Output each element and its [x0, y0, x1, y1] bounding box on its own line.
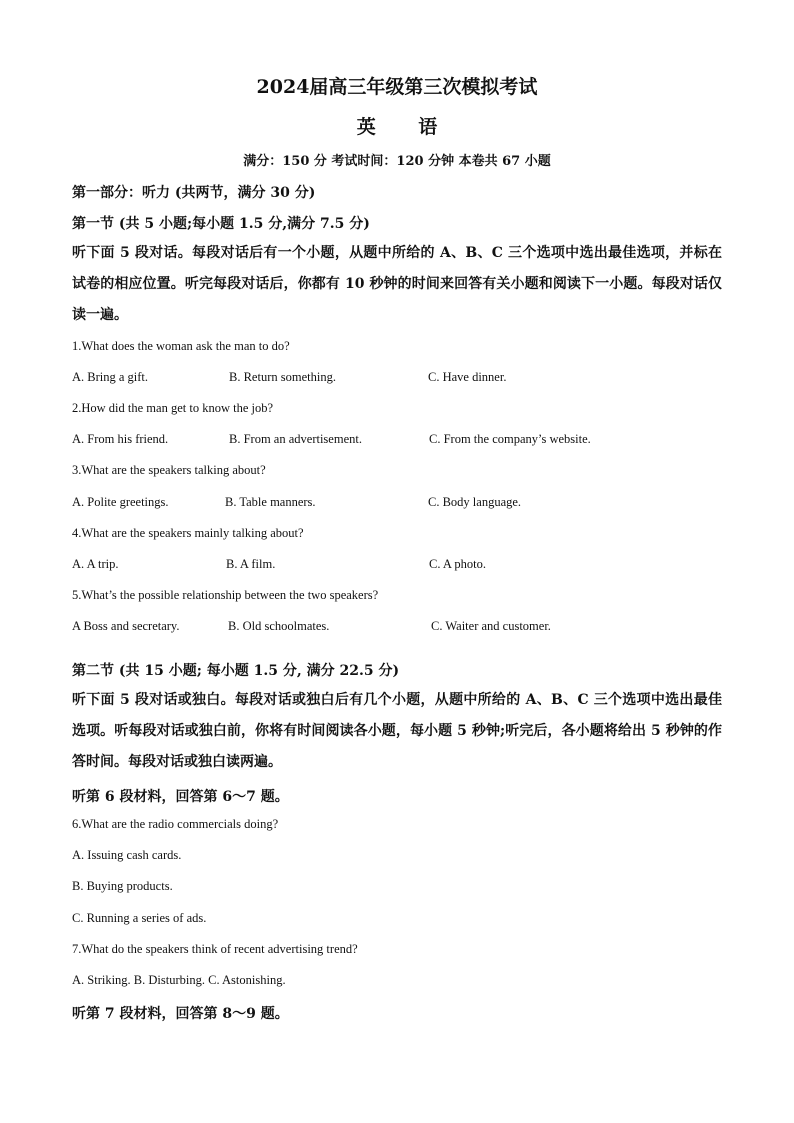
- q4-option-c: C. A photo.: [429, 557, 486, 571]
- q2-option-b: B. From an advertisement.: [229, 432, 362, 446]
- material-6-heading: 听第 6 段材料，回答第 6～7 题。: [72, 789, 289, 805]
- subject-title: 英 语: [356, 116, 456, 138]
- q2-option-c: C. From the company’s website.: [429, 432, 591, 446]
- q6-option-a: A. Issuing cash cards.: [72, 848, 182, 862]
- question-7: 7.What do the speakers think of recent advertising trend?: [72, 942, 358, 956]
- question-2: 2.How did the man get to know the job?: [72, 401, 274, 415]
- question-4: 4.What are the speakers mainly talking about?: [72, 526, 304, 540]
- question-5: 5.What’s the possible relationship between the two speakers?: [72, 588, 379, 602]
- q5-option-c: C. Waiter and customer.: [431, 619, 551, 633]
- q5-option-a: A Boss and secretary.: [72, 619, 180, 633]
- q2-option-a: A. From his friend.: [72, 432, 169, 446]
- q3-option-c: C. Body language.: [428, 495, 522, 509]
- q3-option-b: B. Table manners.: [225, 495, 316, 509]
- exam-title: 2024届高三年级第三次模拟考试: [256, 76, 538, 98]
- part1-heading: 第一部分：听力 (共两节，满分 30 分): [72, 185, 316, 201]
- q6-option-c: C. Running a series of ads.: [72, 911, 207, 925]
- q1-option-a: A. Bring a gift.: [72, 370, 149, 384]
- q6-option-b: B. Buying products.: [72, 879, 173, 893]
- material-7-heading: 听第 7 段材料，回答第 8～9 题。: [72, 1006, 289, 1022]
- question-6: 6.What are the radio commercials doing?: [72, 817, 279, 831]
- q3-option-a: A. Polite greetings.: [72, 495, 169, 509]
- q1-option-b: B. Return something.: [229, 370, 336, 384]
- exam-meta: 满分：150 分 考试时间：120 分钟 本卷共 67 小题: [243, 154, 551, 169]
- section2-heading: 第二节 (共 15 小题; 每小题 1.5 分, 满分 22.5 分): [72, 663, 400, 679]
- question-1: 1.What does the woman ask the man to do?: [72, 339, 290, 353]
- section2-instructions: 听下面 5 段对话或独白。每段对话或独白后有几个小题，从题中所给的 A、B、C 三个选项中选出最佳选项。听每段对话或独白前，你将有时间阅读各小题，每小题 5 秒钟;听完后，各小题将给出 5 秒钟的作答时间。每段对话或独白读两遍。: [72, 692, 722, 770]
- section1-heading: 第一节 (共 5 小题;每小题 1.5 分,满分 7.5 分): [72, 216, 370, 232]
- q7-options: A. Striking. B. Disturbing. C. Astonishing.: [72, 973, 286, 987]
- q4-option-a: A. A trip.: [72, 557, 119, 571]
- question-3: 3.What are the speakers talking about?: [72, 463, 266, 477]
- q1-option-c: C. Have dinner.: [428, 370, 507, 384]
- section1-instructions: 听下面 5 段对话。每段对话后有一个小题，从题中所给的 A、B、C 三个选项中选出最佳选项，并标在试卷的相应位置。听完每段对话后，你都有 10 秒钟的时间来回答有关小题和阅读下一小题。每段对话仅读一遍。: [72, 245, 722, 323]
- q4-option-b: B. A film.: [226, 557, 276, 571]
- q5-option-b: B. Old schoolmates.: [228, 619, 330, 633]
